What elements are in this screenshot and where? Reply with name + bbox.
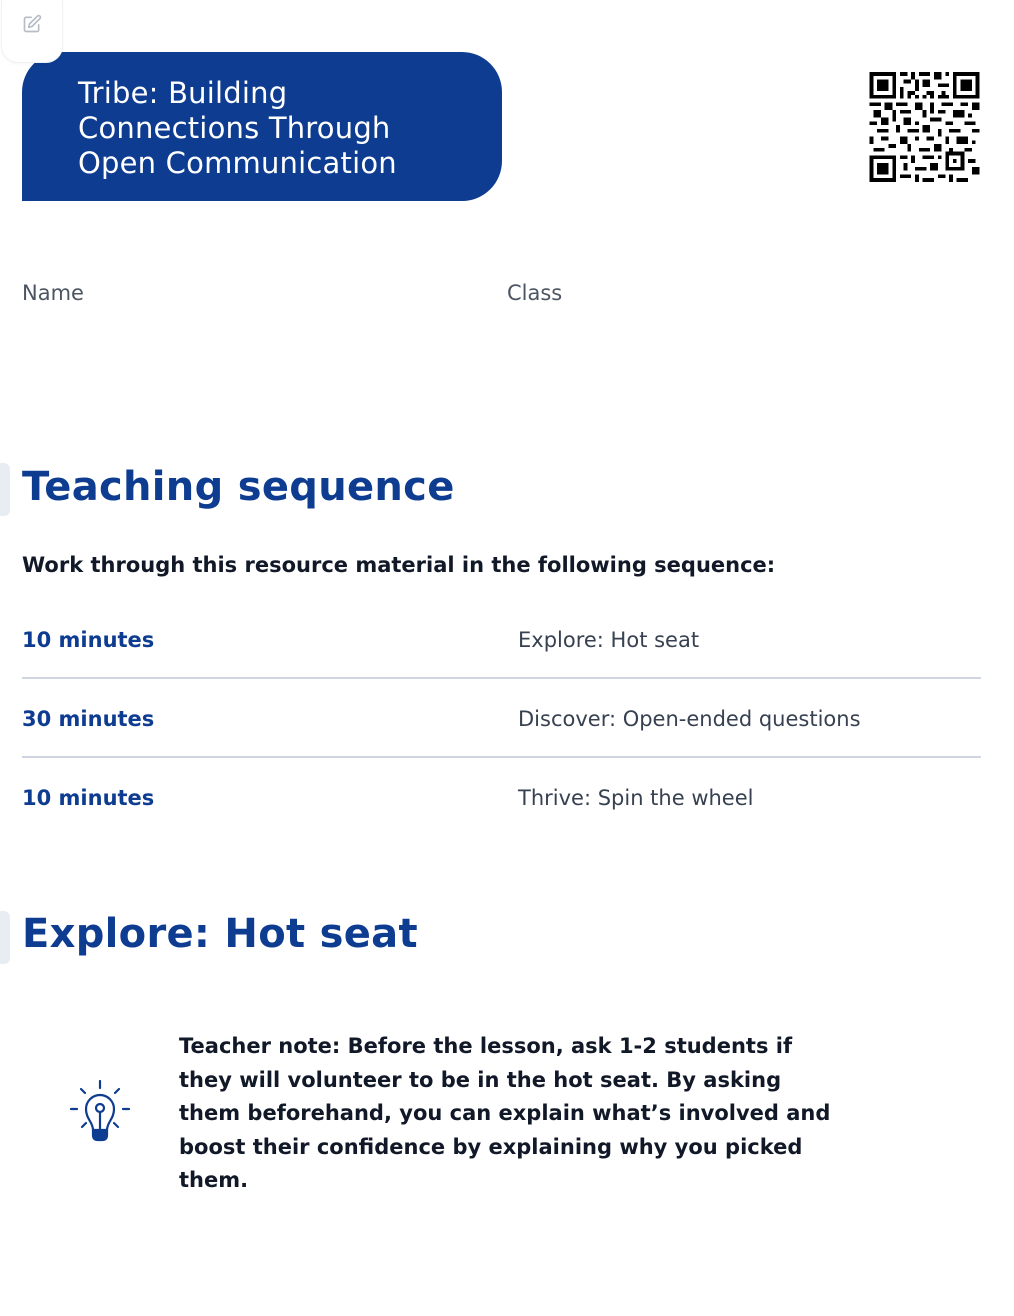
explore-heading: Explore: Hot seat <box>22 911 418 957</box>
sequence-duration: 30 minutes <box>22 706 155 731</box>
sequence-duration: 10 minutes <box>22 627 155 652</box>
teacher-note <box>60 1030 860 1198</box>
section-accent-bar <box>0 911 10 964</box>
sequence-row <box>22 758 981 837</box>
title-banner <box>22 52 502 201</box>
sequence-row <box>22 679 981 758</box>
lightbulb-icon <box>60 1072 140 1152</box>
sequence-activity: Explore: Hot seat <box>518 627 700 652</box>
sequence-duration: 10 minutes <box>22 785 155 810</box>
teaching-sequence-table <box>22 600 981 837</box>
page-title-line-3: Open Communication <box>78 146 397 180</box>
class-field-label: Class <box>507 281 563 305</box>
sequence-activity: Discover: Open-ended questions <box>518 706 861 731</box>
page-title-line-2: Connections Through <box>78 111 391 145</box>
teacher-note-text: Teacher note: Before the lesson, ask 1-2 students if they will volunteer to be in the hot seat. By asking them beforehand, you can explain what’s involved and boost their confidence by explaining why you picked them. <box>179 1034 831 1192</box>
edit-icon <box>22 14 42 34</box>
edit-button[interactable] <box>2 0 62 62</box>
sequence-row <box>22 600 981 679</box>
qr-code-icon <box>868 72 981 182</box>
section-accent-bar <box>0 463 10 516</box>
page-title-line-1: Tribe: Building <box>78 76 288 110</box>
teaching-sequence-heading: Teaching sequence <box>22 464 455 510</box>
name-field-label: Name <box>22 281 84 305</box>
sequence-activity: Thrive: Spin the wheel <box>518 785 754 810</box>
teaching-sequence-intro: Work through this resource material in the following sequence: <box>22 553 776 577</box>
